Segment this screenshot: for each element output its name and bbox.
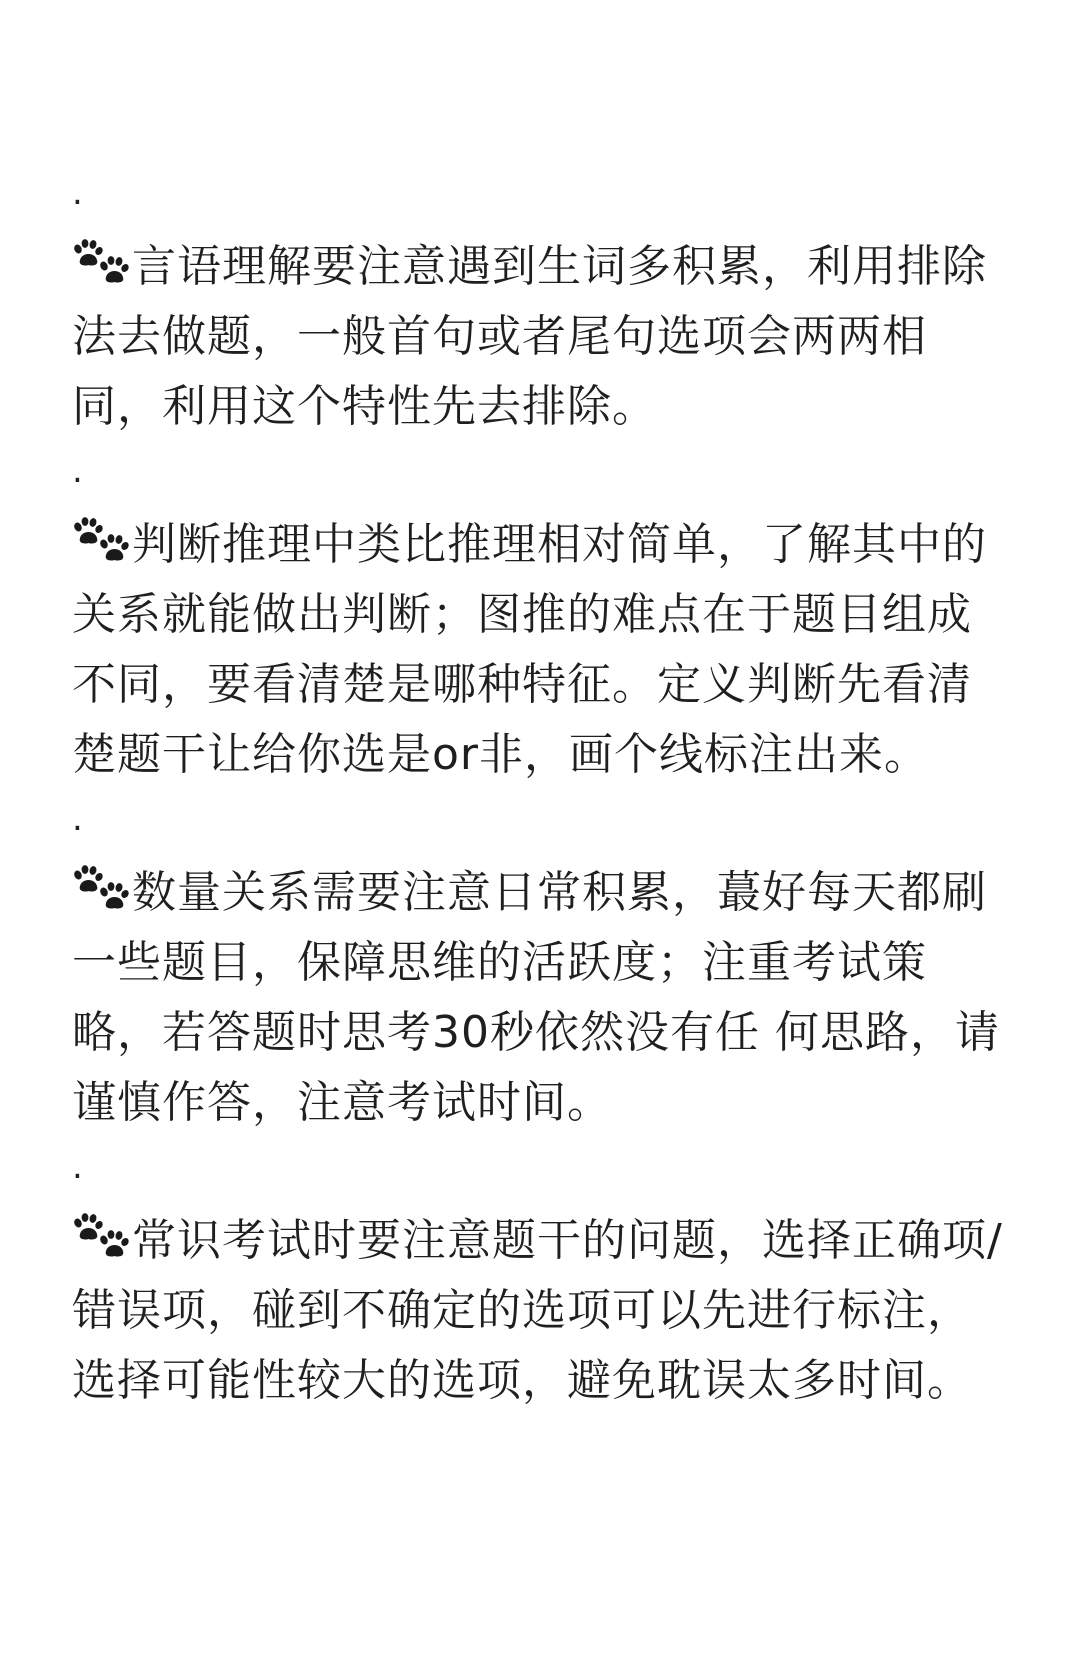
notes-content <box>72 170 1012 1422</box>
paw-prints-icon <box>72 1213 130 1259</box>
separator-dot: . <box>72 1147 83 1187</box>
separator-dot: . <box>72 799 83 839</box>
tip-paragraph-general-knowledge <box>72 1206 1012 1416</box>
tip-text: 数量关系需要注意日常积累，蕞好每天都刷一些题目，保障思维的活跃度；注重考试策略，若答题时思考30秒依然没有任 何思路，请谨慎作答，注意考试时间。 <box>72 867 1000 1128</box>
tip-paragraph-quantitative <box>72 858 1012 1138</box>
separator-dot: . <box>72 451 83 491</box>
tip-text: 言语理解要注意遇到生词多积累，利用排除法去做题，一般首句或者尾句选项会两两相同，利用这个特性先去排除。 <box>72 241 987 432</box>
tip-text: 判断推理中类比推理相对简单，了解其中的关系就能做出判断；图推的难点在于题目组成不同，要看清楚是哪种特征。定义判断先看清楚题干让给你选是or非，画个线标注出来。 <box>72 519 987 780</box>
tip-paragraph-reasoning <box>72 510 1012 790</box>
paw-prints-icon <box>72 239 130 285</box>
paw-prints-icon <box>72 865 130 911</box>
tip-text: 常识考试时要注意题干的问题，选择正确项/错误项，碰到不确定的选项可以先进行标注，选择可能性较大的选项，避免耽误太多时间。 <box>72 1215 1003 1406</box>
paw-prints-icon <box>72 517 130 563</box>
separator-dot: . <box>72 173 83 213</box>
tip-paragraph-verbal <box>72 232 1012 442</box>
